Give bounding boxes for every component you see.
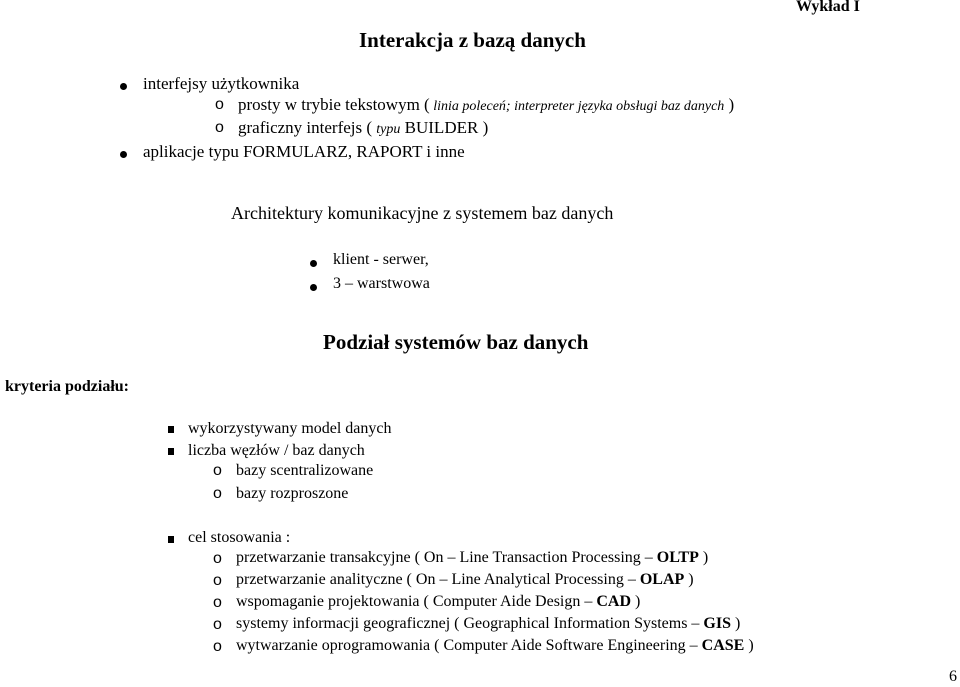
bullet-icon	[310, 284, 317, 291]
bullet-icon	[120, 151, 127, 158]
item-text: graficzny interfejs (	[238, 118, 377, 137]
item-abbreviation: OLAP	[639, 571, 685, 588]
item-text: systemy informacji geograficznej ( Geographical Information Systems –	[236, 615, 704, 632]
item-text-end: BUILDER )	[400, 118, 489, 137]
circle-bullet-icon: o	[213, 638, 222, 655]
usage-label: cel stosowania :	[188, 529, 291, 546]
item-text: przetwarzanie transakcyjne ( On – Line Transaction Processing –	[236, 549, 657, 566]
circle-bullet-icon: o	[213, 485, 222, 502]
item-text: wytwarzanie oprogramowania ( Computer Aide Software Engineering –	[236, 637, 702, 654]
list-item	[238, 118, 488, 138]
list-item: interfejsy użytkownika	[143, 74, 300, 93]
page-number: 6	[949, 668, 957, 685]
list-item: liczba węzłów / baz danych	[188, 442, 365, 459]
item-text: wspomaganie projektowania ( Computer Aide Design –	[236, 593, 597, 610]
list-item: aplikacje typu FORMULARZ, RAPORT i inne	[143, 142, 465, 161]
item-abbreviation: GIS	[703, 615, 731, 632]
list-item: 3 – warstwowa	[333, 275, 430, 292]
section-heading-division: Podział systemów baz danych	[323, 330, 589, 354]
list-item: bazy scentralizowane	[236, 462, 374, 479]
section-heading-architectures: Architektury komunikacyjne z systemem baz danych	[231, 203, 614, 223]
square-bullet-icon	[168, 426, 174, 433]
list-item	[236, 615, 740, 633]
item-text-end: )	[698, 549, 709, 566]
circle-bullet-icon: o	[213, 550, 222, 567]
item-italic-text: linia poleceń; interpreter języka obsługi baz danych	[429, 99, 725, 114]
bullet-icon	[120, 83, 127, 90]
item-text-end: )	[724, 95, 735, 114]
circle-bullet-icon: o	[215, 96, 224, 113]
item-abbreviation: CAD	[596, 593, 632, 610]
list-item	[238, 95, 734, 115]
item-abbreviation: CASE	[701, 637, 745, 654]
circle-bullet-icon: o	[213, 462, 222, 479]
page-title: Interakcja z bazą danych	[359, 28, 586, 52]
circle-bullet-icon: o	[213, 594, 222, 611]
item-text: prosty w trybie tekstowym (	[238, 95, 430, 114]
item-italic-text: typu	[376, 122, 401, 137]
circle-bullet-icon: o	[213, 572, 222, 589]
list-item: wykorzystywany model danych	[188, 420, 392, 437]
square-bullet-icon	[168, 536, 174, 543]
square-bullet-icon	[168, 448, 174, 455]
list-item: klient - serwer,	[333, 251, 429, 268]
circle-bullet-icon: o	[213, 616, 222, 633]
list-item	[236, 571, 694, 589]
list-item	[236, 549, 708, 567]
bullet-icon	[310, 260, 317, 267]
list-item	[236, 593, 640, 611]
item-text-end: )	[731, 615, 741, 632]
list-item: bazy rozproszone	[236, 485, 349, 502]
criteria-label: kryteria podziału:	[5, 378, 129, 395]
item-abbreviation: OLTP	[656, 549, 699, 566]
circle-bullet-icon: o	[215, 119, 224, 136]
lecture-label: Wykład I	[796, 0, 860, 15]
list-item	[236, 637, 754, 655]
item-text-end: )	[684, 571, 694, 588]
item-text-end: )	[631, 593, 641, 610]
item-text: przetwarzanie analityczne ( On – Line Analytical Processing –	[236, 571, 640, 588]
item-text-end: )	[744, 637, 754, 654]
